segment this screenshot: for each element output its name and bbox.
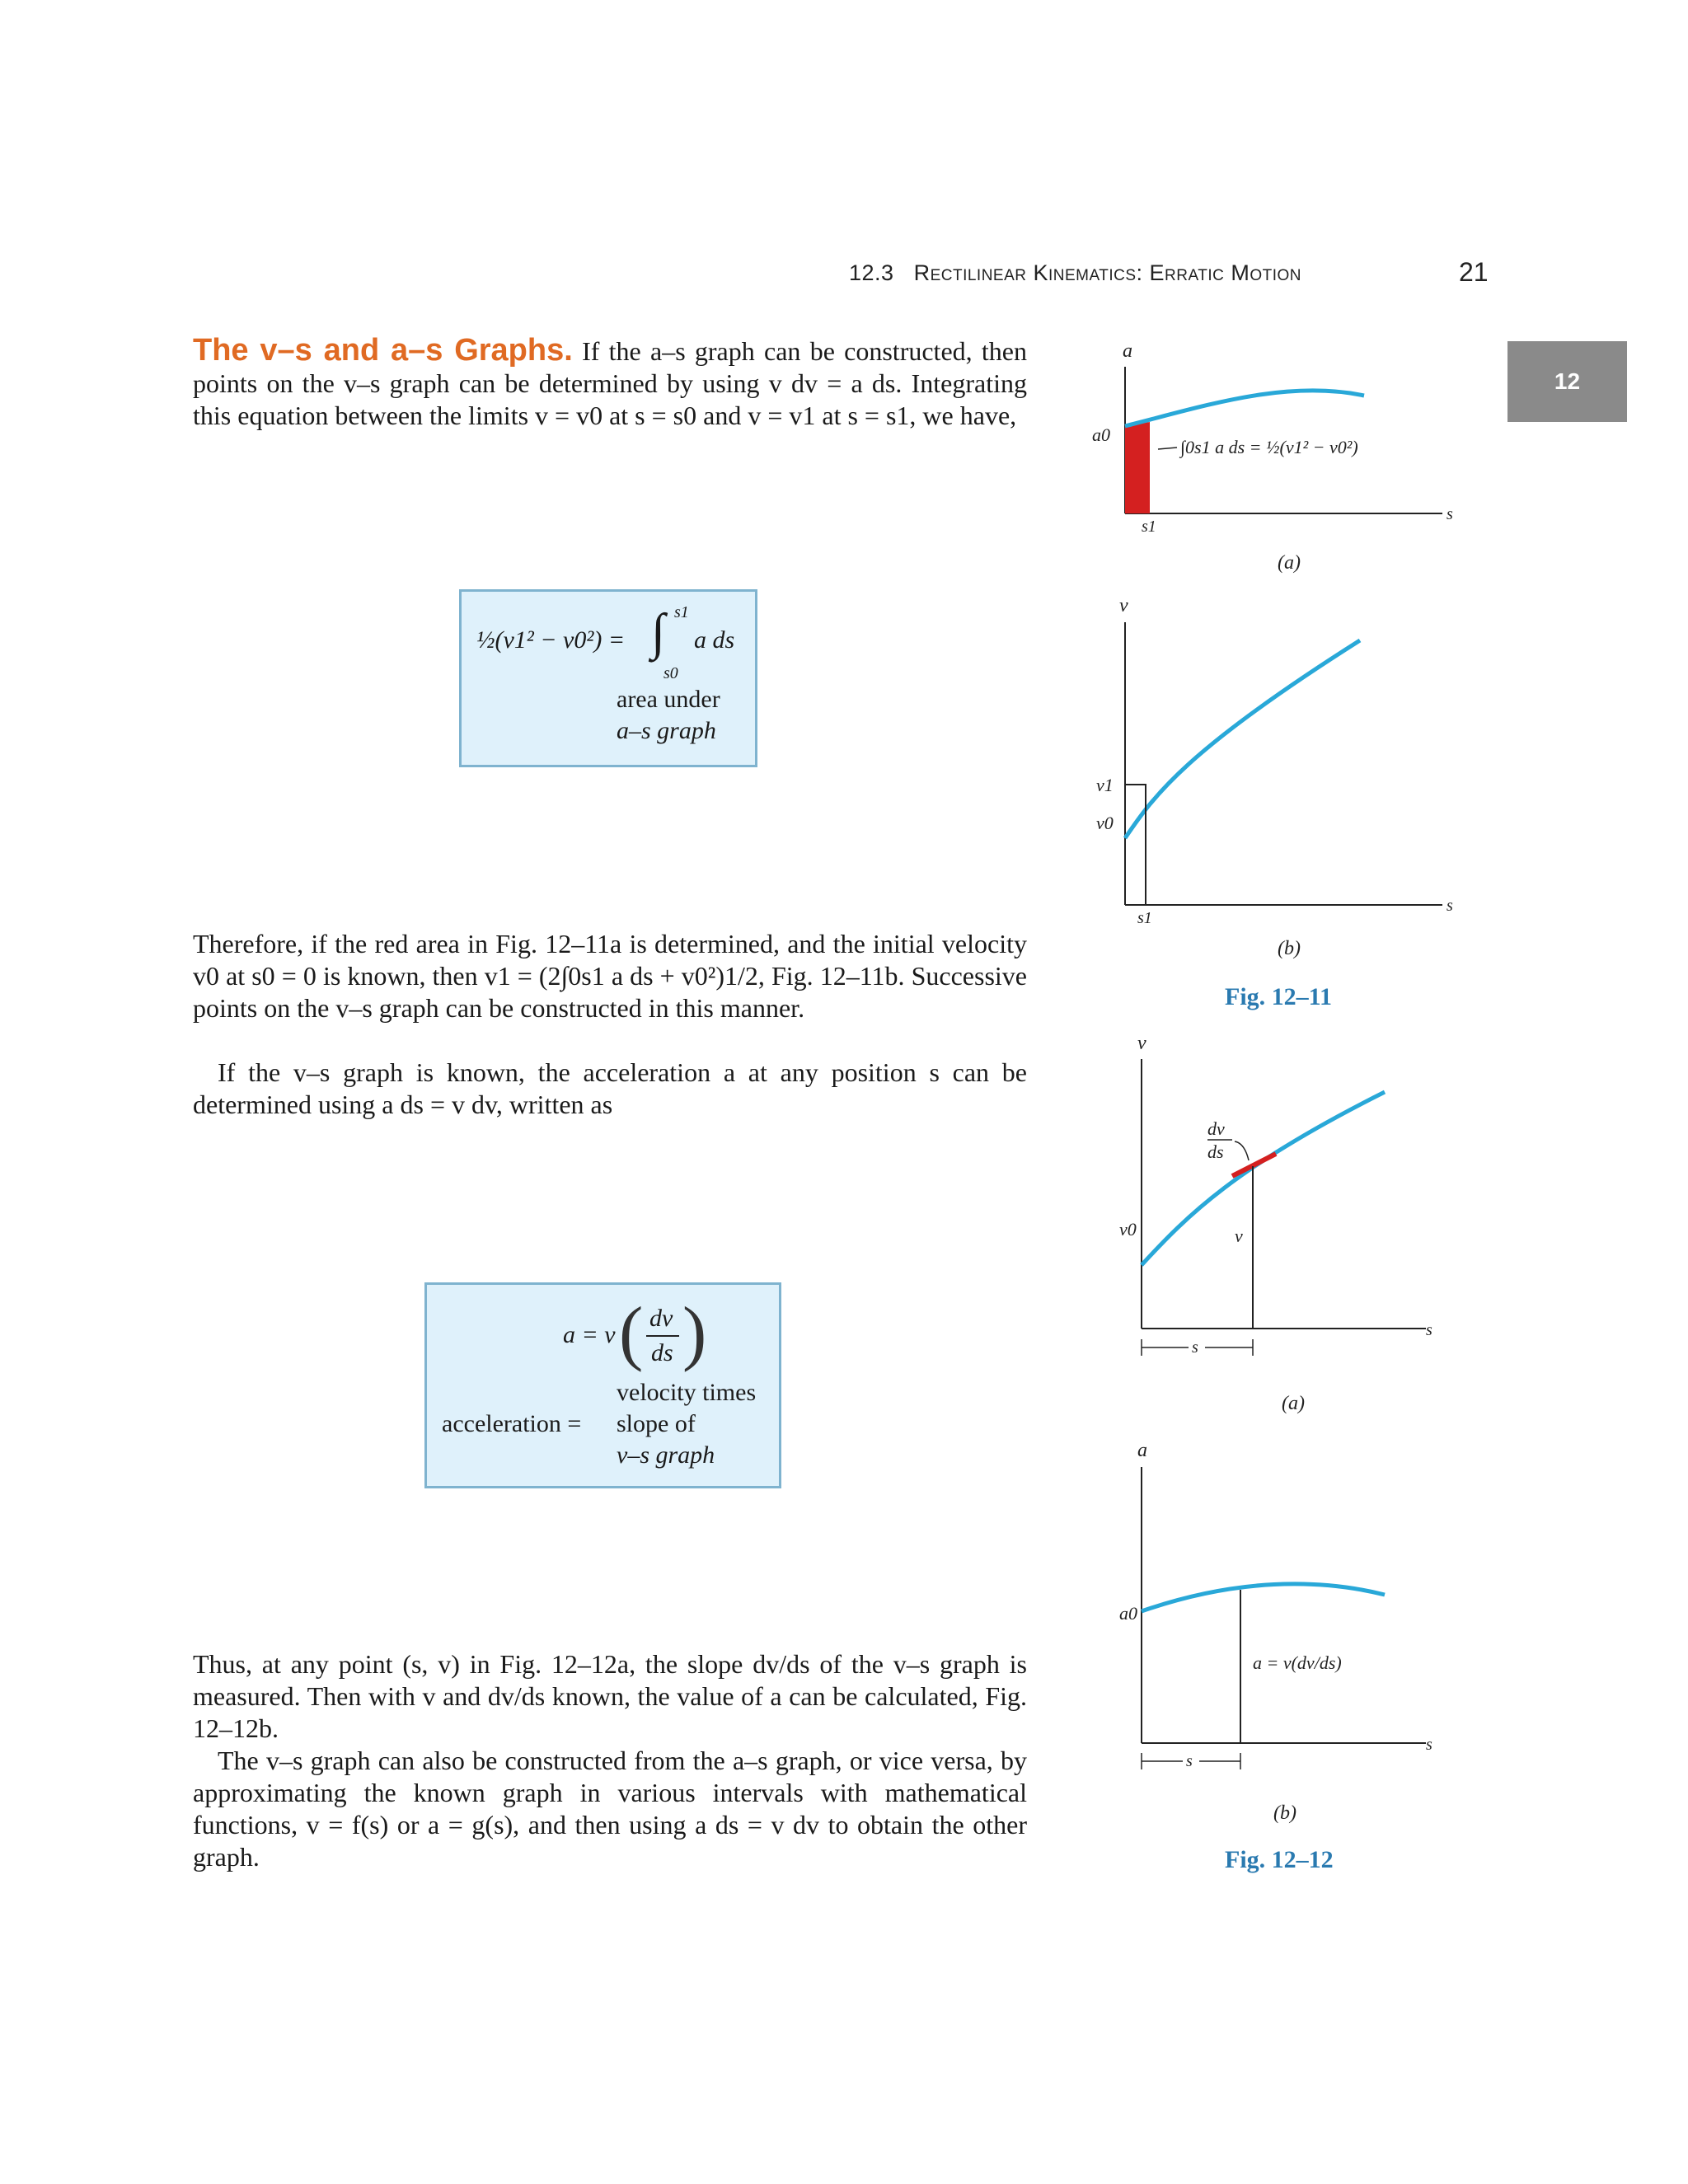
frac-line — [646, 1335, 679, 1337]
section-heading: The v–s and a–s Graphs. — [193, 333, 573, 368]
fig12a-caption: (a) — [1282, 1393, 1305, 1414]
section-intro — [193, 335, 1027, 432]
figure-12-11b — [1080, 593, 1492, 972]
lower-limit: s0 — [663, 664, 678, 682]
fig11a-curve — [1125, 391, 1364, 426]
fig12b-x-axis-label: s — [1426, 1736, 1432, 1754]
fig11a-s1: s1 — [1142, 518, 1156, 536]
figure-12-12b — [1080, 1438, 1492, 1834]
area-note-line2: a–s graph — [617, 717, 716, 744]
slope-note-line3: v–s graph — [617, 1441, 715, 1469]
equation-box-area — [459, 589, 757, 767]
slope-note-line1: velocity times — [617, 1379, 757, 1406]
fig12a-v0: v0 — [1119, 1219, 1137, 1240]
fig11b-v1-guide — [1125, 785, 1146, 905]
fig11b-y-axis-label: v — [1119, 595, 1128, 616]
fig11a-annotation: ∫0s1 a ds = ½(v1² − v0²) — [1180, 437, 1358, 457]
figure-12-11a — [1080, 334, 1492, 581]
fig11b-x-axis-label: s — [1447, 897, 1453, 915]
fig12a-slope-num: dv — [1207, 1118, 1225, 1139]
fig-12-11-caption: Fig. 12–11 — [1225, 983, 1333, 1010]
area-note-line1: area under — [617, 686, 720, 713]
paragraph-4: Thus, at any point (s, v) in Fig. 12–12a, the slope dv/ds of the v–s graph is measured. Then with v and dv/ds known, the value of a can be calculated, Fig. 12–12b. — [193, 1649, 1027, 1743]
right-paren: ) — [682, 1293, 707, 1373]
paragraph-5: The v–s graph can also be constructed from the a–s graph, or vice versa, by approximating the known graph in various intervals with mathematical functions, v = f(s) or a = g(s), and then using a ds = v dv to obtain the other graph. — [193, 1746, 1027, 1872]
left-paren: ( — [619, 1293, 644, 1373]
fig12a-y-axis-label: v — [1137, 1033, 1146, 1054]
paragraph-2: Therefore, if the red area in Fig. 12–11a is determined, and the initial velocity v0 at s0 = 0 is known, then v1 = (2∫0s1 a ds + v0²)1/2, Fig. 12–11b. Successive points on the v–s graph can be constructed in this manner. — [193, 929, 1027, 1023]
figure-12-12a — [1080, 1026, 1492, 1422]
fig12b-caption: (b) — [1273, 1802, 1296, 1824]
fig11a-x-axis-label: s — [1447, 505, 1453, 523]
fig11b-s1: s1 — [1137, 909, 1152, 927]
fig12a-slope-segment — [1232, 1154, 1276, 1176]
fig12a-x-axis-label: s — [1426, 1321, 1432, 1339]
fig11a-red-area — [1125, 422, 1150, 513]
integrand: a ds — [694, 626, 735, 654]
acceleration-label: acceleration = — [442, 1410, 582, 1437]
integral-sign: ∫ — [651, 604, 665, 660]
frac-numerator: dv — [649, 1305, 673, 1332]
fig11a-leader — [1158, 448, 1177, 449]
fig12b-a0: a0 — [1119, 1603, 1137, 1624]
equation-box-slope — [424, 1282, 781, 1488]
fig11b-curve — [1125, 640, 1360, 838]
fig12a-slope-leader — [1235, 1141, 1249, 1160]
frac-denominator: ds — [651, 1339, 673, 1366]
fig12a-curve — [1142, 1092, 1385, 1265]
fig-12-12-caption: Fig. 12–12 — [1225, 1846, 1334, 1873]
fig11a-a0: a0 — [1092, 424, 1110, 445]
section-number: 12.3 — [849, 260, 894, 285]
fig11b-caption: (b) — [1278, 938, 1301, 959]
equation1-lhs: ½(v1² − v0²) = — [476, 626, 626, 654]
page-number: 21 — [1459, 257, 1489, 287]
fig12a-v-label: v — [1235, 1226, 1243, 1246]
fig12a-slope-den: ds — [1207, 1141, 1224, 1162]
fig11b-v0: v0 — [1096, 813, 1114, 833]
chapter-tab: 12 — [1507, 341, 1627, 422]
fig12b-a-label: a = v(dv/ds) — [1253, 1652, 1342, 1673]
fig11b-v1: v1 — [1096, 775, 1114, 795]
fig12b-s-label: s — [1186, 1752, 1193, 1770]
fig11a-y-axis-label: a — [1123, 340, 1132, 362]
equation2-lhs: a = v — [563, 1321, 616, 1348]
fig11a-caption: (a) — [1278, 552, 1301, 574]
fig12b-y-axis-label: a — [1137, 1440, 1147, 1461]
slope-note-line2: slope of — [617, 1410, 696, 1437]
upper-limit: s1 — [674, 603, 689, 621]
running-head — [849, 260, 1301, 286]
intro-text: If the a–s graph can be constructed, then points on the v–s graph can be determined by using v dv = a ds. Integrating this equation between the limits v = v0 at s = s0 and v = v1 at s = s1, we have, — [193, 336, 1028, 430]
paragraph-3: If the v–s graph is known, the acceleration a at any position s can be determined using a ds = v dv, written as — [193, 1057, 1027, 1119]
section-title: Rectilinear Kinematics: Erratic Motion — [913, 260, 1302, 285]
fig12a-s-label: s — [1192, 1338, 1198, 1357]
fig12b-curve — [1142, 1584, 1385, 1611]
